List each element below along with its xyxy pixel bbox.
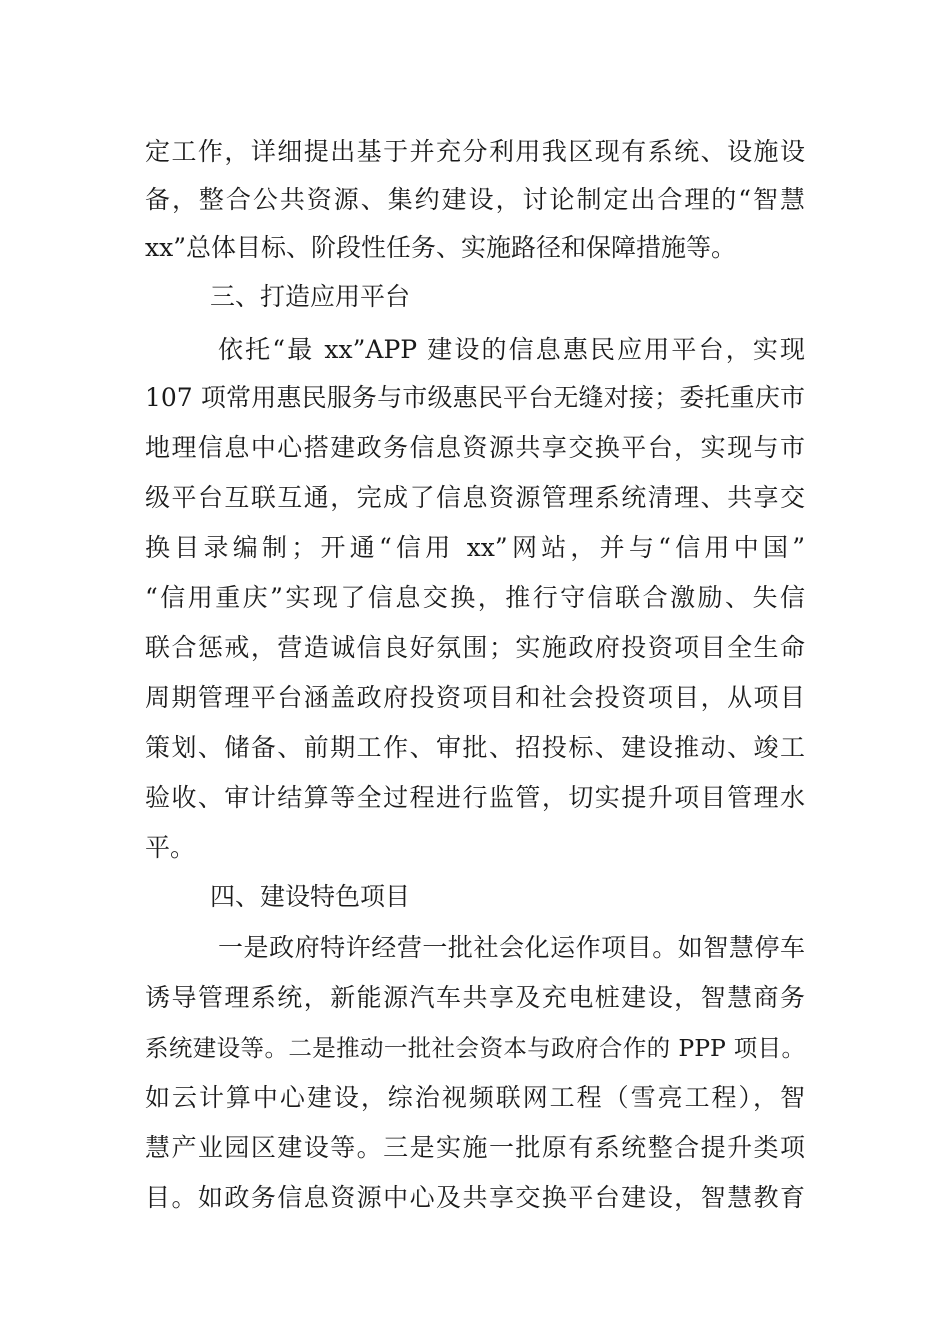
paragraph-line: 周期管理平台涵盖政府投资项目和社会投资项目，从项目	[145, 683, 805, 712]
paragraph-line: 联合惩戒，营造诚信良好氛围；实施政府投资项目全生命	[145, 633, 805, 662]
paragraph-line: 策划、储备、前期工作、审批、招投标、建设推动、竣工	[145, 733, 805, 762]
paragraph-line: “信用重庆”实现了信息交换，推行守信联合激励、失信	[145, 583, 805, 612]
paragraph-line: 换目录编制；开通“信用 xx”网站，并与“信用中国”	[145, 533, 805, 562]
paragraph-line: 一是政府特许经营一批社会化运作项目。如智慧停车	[218, 933, 805, 962]
paragraph-line: 目。如政务信息资源中心及共享交换平台建设，智慧教育	[145, 1183, 805, 1212]
paragraph-line: 平。	[145, 833, 196, 862]
paragraph-line: 系统建设等。二是推动一批社会资本与政府合作的 PPP 项目。	[145, 1034, 805, 1062]
paragraph-line: 级平台互联互通，完成了信息资源管理系统清理、共享交	[145, 483, 805, 512]
paragraph-line: 验收、审计结算等全过程进行监管，切实提升项目管理水	[145, 783, 805, 812]
paragraph-line: 慧产业园区建设等。三是实施一批原有系统整合提升类项	[145, 1133, 805, 1162]
paragraph-line: 备，整合公共资源、集约建设，讨论制定出合理的“智慧	[145, 185, 805, 214]
paragraph-line: 诱导管理系统，新能源汽车共享及充电桩建设，智慧商务	[145, 983, 805, 1012]
paragraph-line: 如云计算中心建设，综治视频联网工程（雪亮工程），智	[145, 1083, 805, 1112]
section-heading-3: 三、打造应用平台	[210, 282, 411, 311]
paragraph-line: xx”总体目标、阶段性任务、实施路径和保障措施等。	[145, 233, 736, 262]
paragraph-line: 定工作，详细提出基于并充分利用我区现有系统、设施设	[145, 137, 805, 166]
paragraph-line: 地理信息中心搭建政务信息资源共享交换平台，实现与市	[145, 433, 805, 462]
section-heading-4: 四、建设特色项目	[210, 882, 411, 911]
paragraph-line: 107 项常用惠民服务与市级惠民平台无缝对接；委托重庆市	[145, 383, 805, 412]
paragraph-line: 依托“最 xx”APP 建设的信息惠民应用平台，实现	[218, 335, 805, 364]
